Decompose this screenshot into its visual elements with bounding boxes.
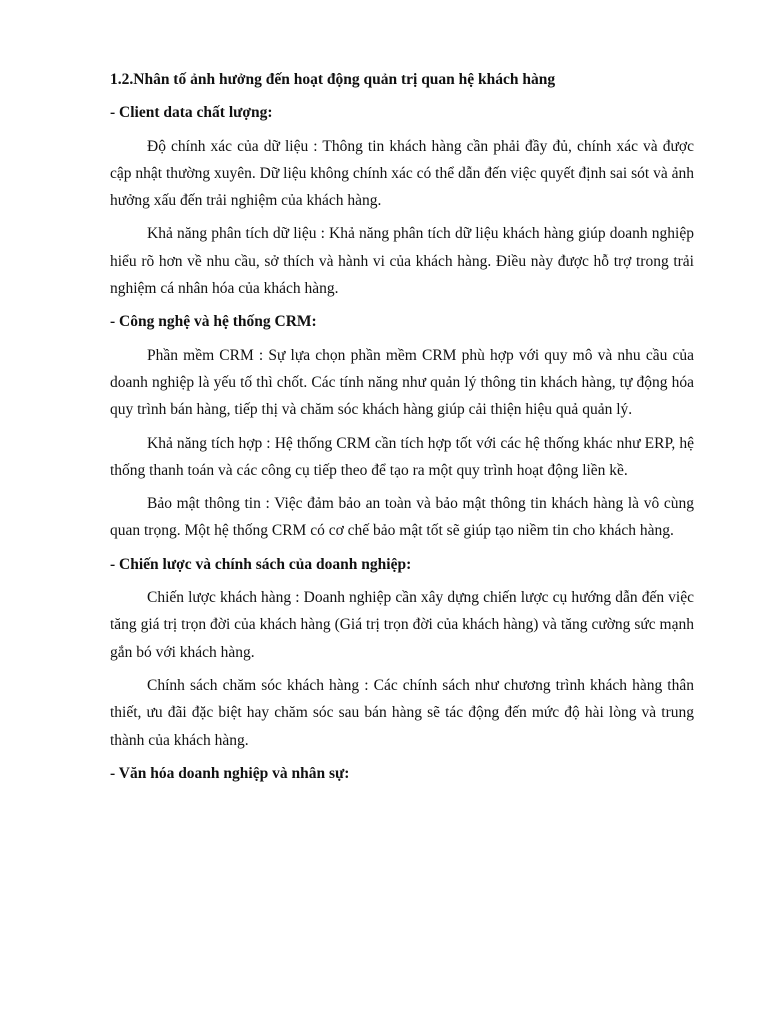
paragraph-information-security: Bảo mật thông tin : Việc đảm bảo an toàn và bảo mật thông tin khách hàng là vô cùng quan trọng. Một hệ thống CRM có cơ chế bảo mật tốt sẽ giúp tạo niềm tin cho khách hàng. [110,495,694,540]
paragraph-customer-strategy: Chiến lược khách hàng : Doanh nghiệp cần xây dựng chiến lược cụ hướng dẫn đến việc tăng giá trị trọn đời của khách hàng (Giá trị trọn đời của khách hàng) và tăng cường sức mạnh gắn bó với khách hàng. [110,589,694,661]
paragraph-crm-software: Phần mềm CRM : Sự lựa chọn phần mềm CRM phù hợp với quy mô và nhu cầu của doanh nghiệp là yếu tố thì chốt. Các tính năng như quản lý thông tin khách hàng, tự động hóa quy trình bán hàng, tiếp thị và chăm sóc khách hàng giúp cải thiện hiệu quả quản lý. [110,346,694,419]
section-title-client-data: - Client data chất lượng: [110,104,273,122]
section-title-crm-technology: - Công nghệ và hệ thống CRM: [110,313,317,331]
section-title-strategy-policy: - Chiến lược và chính sách của doanh nghiệp: [110,555,412,573]
document-page [110,66,694,793]
document-heading: 1.2.Nhân tố ảnh hưởng đến hoạt động quản trị quan hệ khách hàng [110,71,556,88]
section-title-culture-hr: - Văn hóa doanh nghiệp và nhân sự: [110,764,350,782]
paragraph-customer-care-policy: Chính sách chăm sóc khách hàng : Các chính sách như chương trình khách hàng thân thiết, ưu đãi đặc biệt hay chăm sóc sau bán hàng sẽ tác động đến mức độ hài lòng và trung thành của khách hàng. [110,676,694,749]
paragraph-data-analysis: Khả năng phân tích dữ liệu : Khả năng phân tích dữ liệu khách hàng giúp doanh nghiệp hiểu rõ hơn về nhu cầu, sở thích và hành vi của khách hàng. Điều này được hỗ trợ trong trải nghiệm cá nhân hóa của khách hàng. [110,225,694,298]
paragraph-data-accuracy: Độ chính xác của dữ liệu : Thông tin khách hàng cần phải đầy đủ, chính xác và được cập nhật thường xuyên. Dữ liệu không chính xác có thể dẫn đến việc quyết định sai sót và ảnh hưởng xấu đến trải nghiệm của khách hàng. [110,137,694,210]
paragraph-integration: Khả năng tích hợp : Hệ thống CRM cần tích hợp tốt với các hệ thống khác như ERP, hệ thống thanh toán và các công cụ tiếp theo để tạo ra một quy trình hoạt động liền kề. [110,434,694,479]
